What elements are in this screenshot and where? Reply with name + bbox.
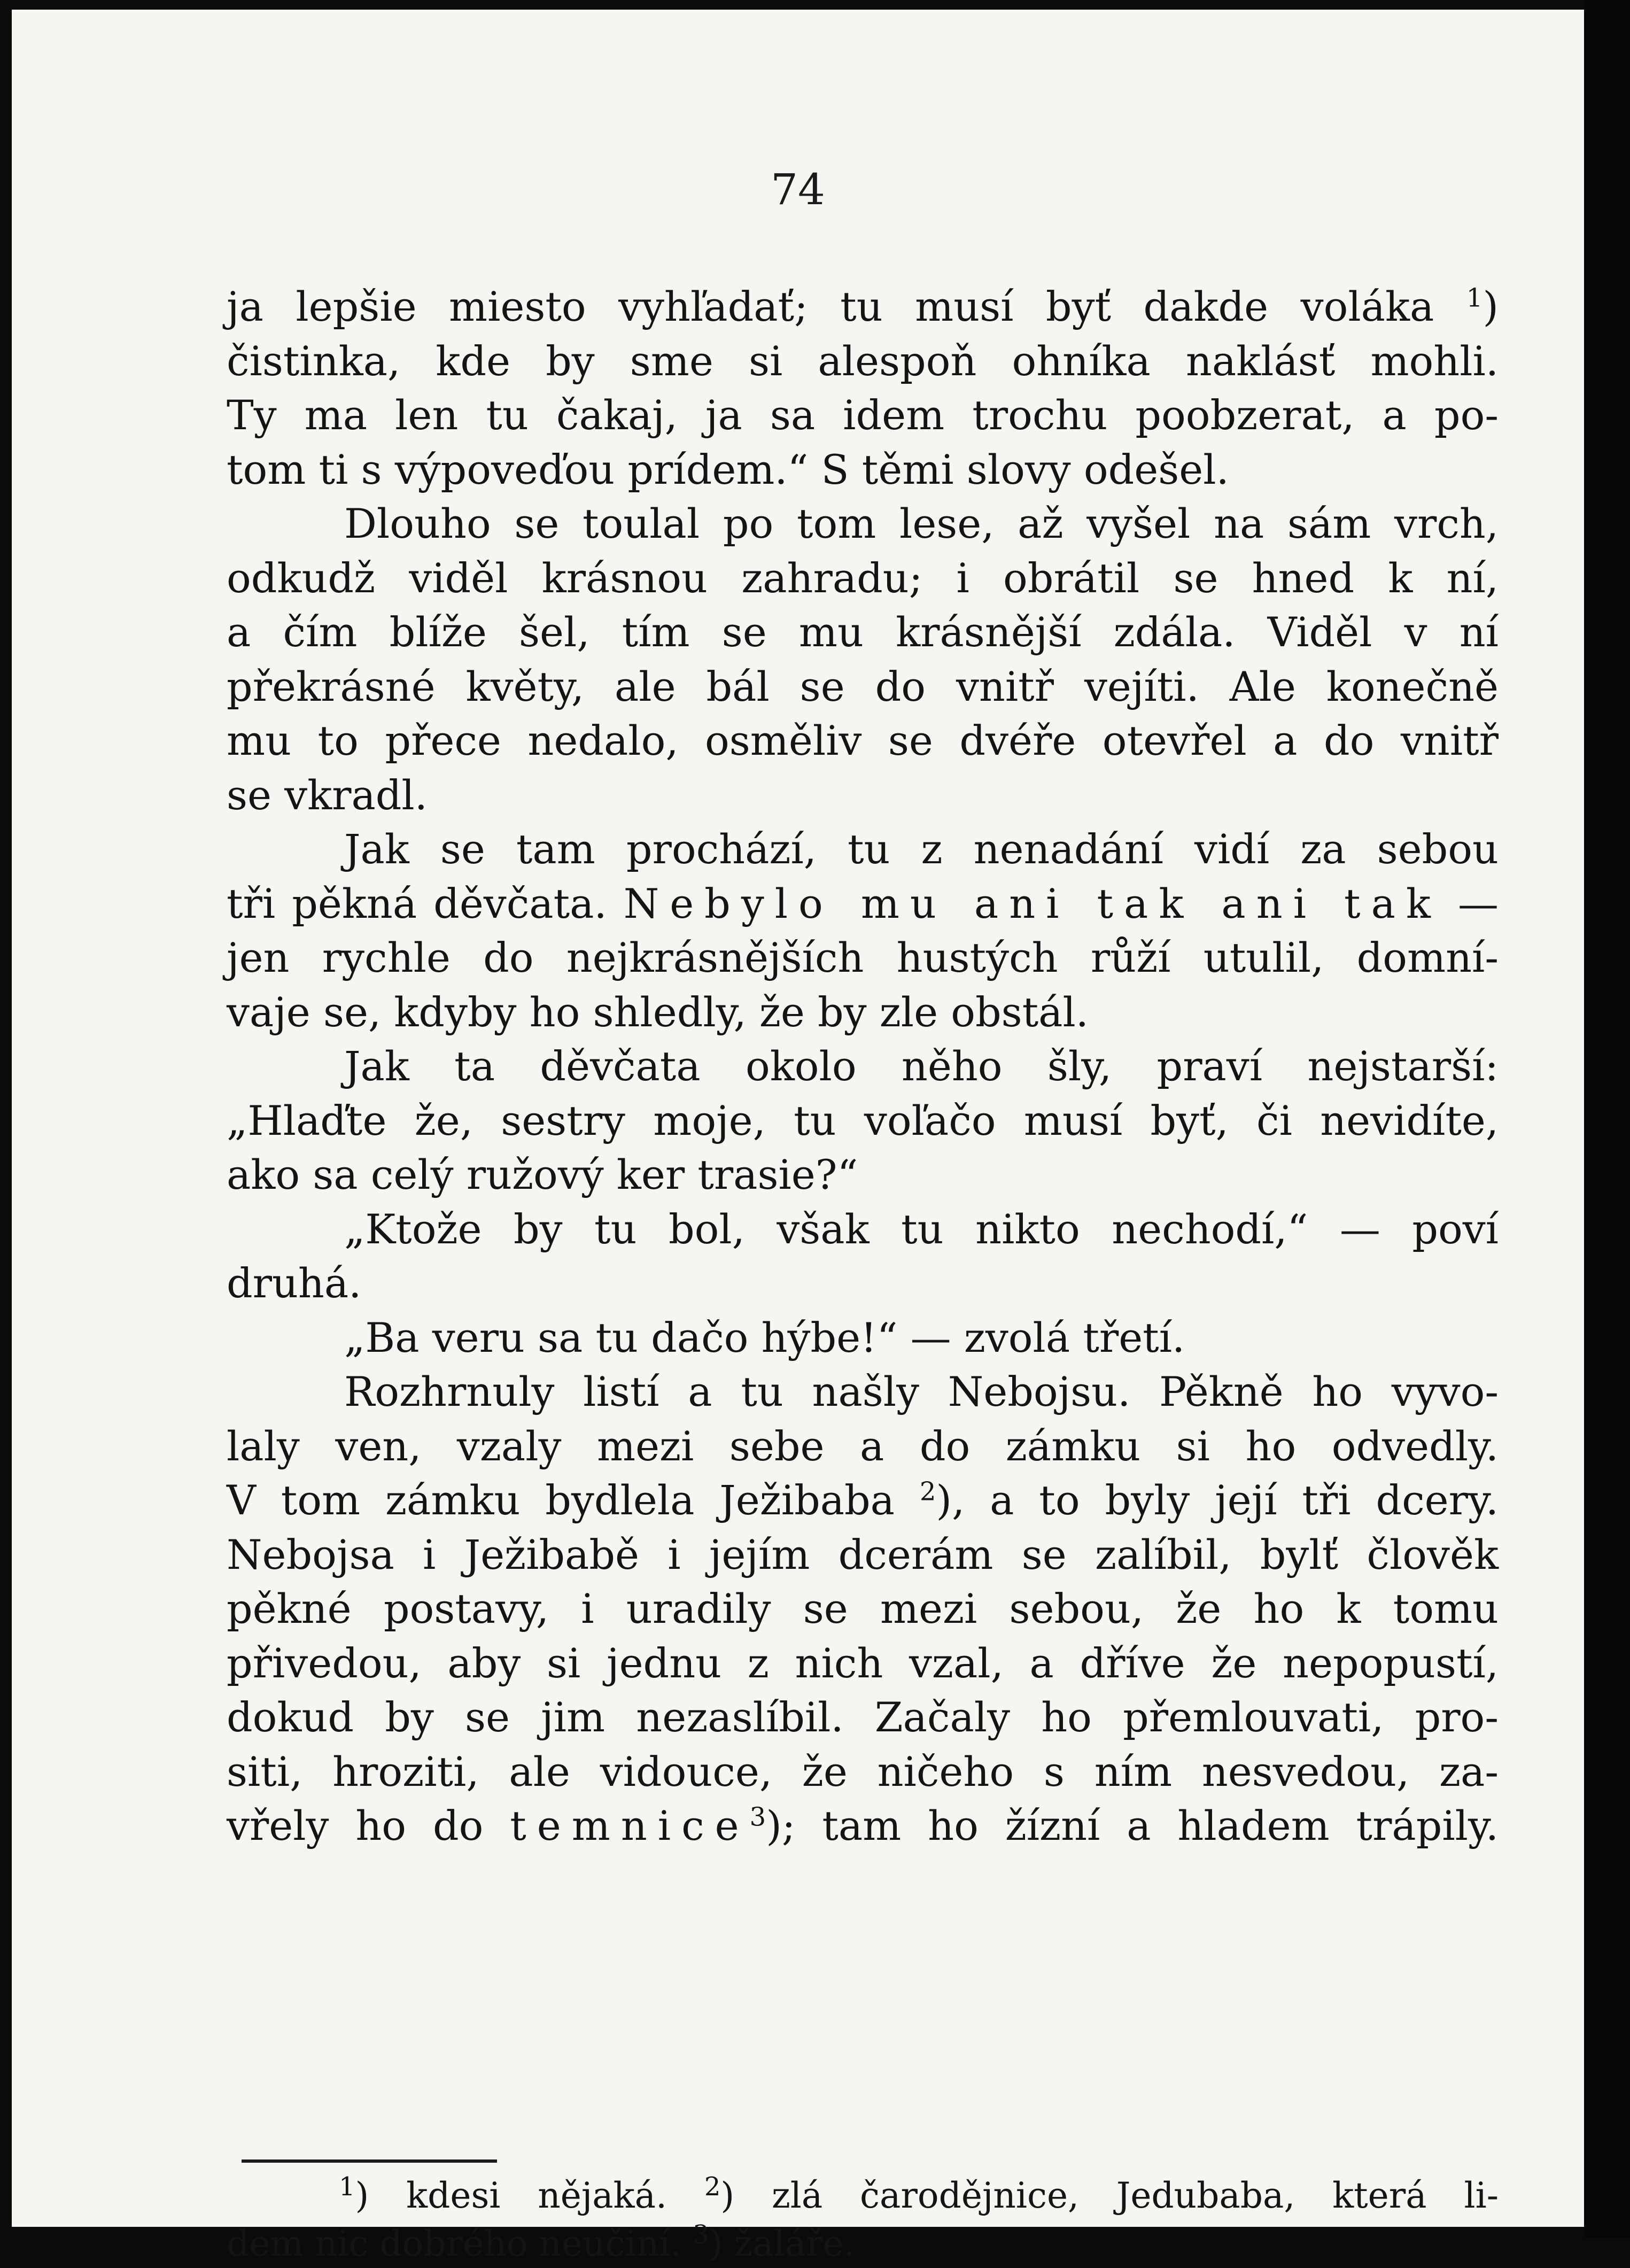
- text-line: překrásné květy, ale bál se do vnitř vejíti. Ale konečně: [227, 662, 1499, 710]
- text-line: Rozhrnuly listí a tu našly Nebojsu. Pěkně ho vyvo-: [344, 1368, 1499, 1415]
- text-line: vaje se, kdyby ho shledly, že by zle obstál.: [227, 988, 1089, 1036]
- text-line: „Ba veru sa tu dačo hýbe!“ — zvolá třetí.: [344, 1313, 1185, 1361]
- text-line: „Ktože by tu bol, však tu nikto nechodí,“ — poví: [344, 1205, 1499, 1253]
- text-line: Jak se tam prochází, tu z nenadání vidí za sebou: [344, 825, 1499, 873]
- text-line: V tom zámku bydlela Ježibaba $^2$), a to byly její tři dcery.: [227, 1476, 1499, 1524]
- text-line: „Hlaďte že, sestry moje, tu voľačo musí byť, či nevidíte,: [227, 1096, 1499, 1144]
- text-line: přivedou, aby si jednu z nich vzal, a dříve že nepopustí,: [227, 1639, 1499, 1687]
- text-line: dokud by se jim nezaslíbil. Začaly ho přemlouvati, pro-: [227, 1693, 1499, 1741]
- text-line: se vkradl.: [227, 771, 428, 819]
- text-line: Jak ta děvčata okolo něho šly, praví nejstarší:: [344, 1042, 1499, 1090]
- text-line: Ty ma len tu čakaj, ja sa idem trochu poobzerat, a po-: [227, 391, 1499, 439]
- footnote-ref: 2: [919, 1476, 936, 1507]
- text-line: mu to přece nedalo, osměliv se dvéře otevřel a do vnitř: [227, 717, 1499, 764]
- text-line: vřely ho do temnice$^3$); tam ho žízní a hladem trápily.: [227, 1802, 1499, 1849]
- footnotes: [227, 2172, 1499, 2268]
- text-line: odkudž viděl krásnou zahradu; i obrátil se hned k ní,: [227, 554, 1499, 602]
- spaced-emphasis: temnice: [510, 1802, 750, 1849]
- scan-border: [1584, 0, 1630, 2238]
- text-line: Dlouho se toulal po tom lese, až vyšel na sám vrch,: [344, 500, 1499, 547]
- text-line: ako sa celý ružový ker trasie?“: [227, 1151, 858, 1198]
- spaced-emphasis: Nebylo mu ani tak ani tak: [623, 879, 1441, 927]
- text-line: a čím blíže šel, tím se mu krásnější zdála. Viděl v ní: [227, 608, 1499, 656]
- text-line: čistinka, kde by sme si alespoň ohníka naklásť mohli.: [227, 337, 1499, 385]
- text-line: jen rychle do nejkrásnějších hustých růží utulil, domní-: [227, 934, 1499, 981]
- page-scan: [12, 10, 1584, 2264]
- text-line: druhá.: [227, 1259, 362, 1307]
- footnote-line: $^1$) kdesi nějaká. $^2$) zlá čarodějnice, Jedubaba, která li-: [339, 2172, 1499, 2216]
- text-line: laly ven, vzaly mezi sebe a do zámku si ho odvedly.: [227, 1422, 1499, 1470]
- footnote-line: dem nic dobrého neučiní. $^3$) žaláře.: [227, 2220, 855, 2264]
- text-line: tom ti s výpoveďou prídem.“ S těmi slovy odešel.: [227, 445, 1229, 493]
- footnote-divider: [242, 2159, 497, 2163]
- text-line: pěkné postavy, i uradily se mezi sebou, že ho k tomu: [227, 1585, 1499, 1632]
- page-number: 74: [771, 165, 825, 214]
- body-text: [227, 280, 1499, 1853]
- text-line: siti, hroziti, ale vidouce, že ničeho s ním nesvedou, za-: [227, 1747, 1499, 1795]
- text-line: ja lepšie miesto vyhľadať; tu musí byť dakde voláka $^1$): [227, 283, 1499, 330]
- footnote-ref: 1: [1466, 283, 1483, 313]
- text-line: Nebojsa i Ježibabě i jejím dcerám se zalíbil, bylť člověk: [227, 1530, 1499, 1578]
- text-line: tři pěkná děvčata. Nebylo mu ani tak ani tak —: [227, 879, 1499, 927]
- footnote-ref: 3: [749, 1802, 766, 1832]
